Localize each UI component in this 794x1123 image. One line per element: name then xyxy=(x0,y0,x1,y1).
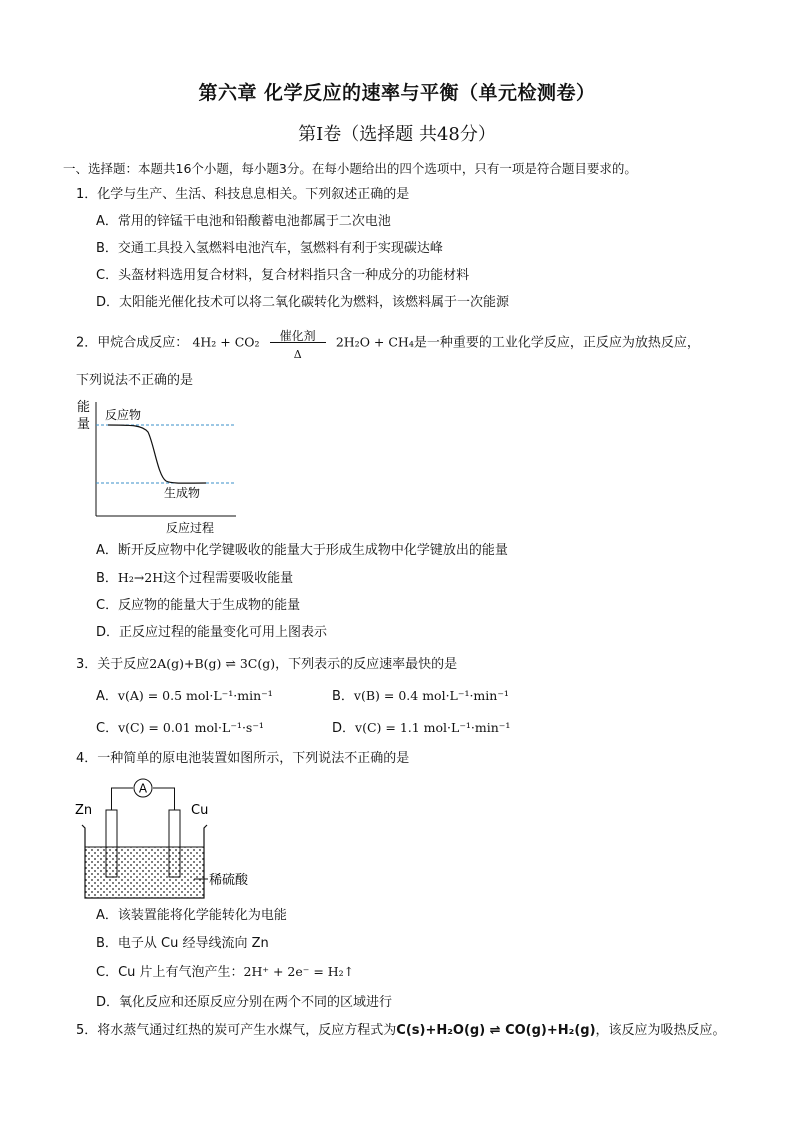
q1-option-d: D．太阳能光催化技术可以将二氧化碳转化为燃料，该燃料属于一次能源 xyxy=(96,295,510,310)
energy-curve xyxy=(108,425,206,483)
q2-option-b xyxy=(96,569,293,588)
zinc-electrode-immersed xyxy=(106,847,117,877)
q1-option-b: B．交通工具投入氢燃料电池汽车，氢燃料有利于实现碳达峰 xyxy=(96,241,443,256)
copper-electrode-immersed xyxy=(169,847,180,877)
zinc-label: Zn xyxy=(75,803,93,818)
q3-option-a-label: A． xyxy=(96,689,118,704)
copper-label: Cu xyxy=(191,803,209,818)
q2-option-b-formula: H₂→2H xyxy=(117,570,164,585)
ammeter-symbol: A xyxy=(138,781,148,796)
q3-stem xyxy=(76,655,457,674)
q5-equation: C(s)+H₂O(g) ⇌ CO(g)+H₂(g) xyxy=(396,1023,596,1038)
q2-catalyst: 催化剂 xyxy=(279,329,316,343)
solution-label: 稀硫酸 xyxy=(209,873,249,888)
solution-fill xyxy=(85,847,204,898)
energy-ylabel-1: 能 xyxy=(77,400,91,415)
section-subtitle: 第Ⅰ卷（选择题 共48分） xyxy=(298,124,496,145)
q3-option-d-value: v(C) = 1.1 mol·L⁻¹·min⁻¹ xyxy=(355,720,511,735)
q4-option-c xyxy=(96,963,354,982)
q5-stem-suffix: ，该反应为吸热反应。 xyxy=(595,1023,726,1038)
q3-option-b-label: B． xyxy=(332,689,354,704)
q2-stem xyxy=(76,327,700,359)
q2-option-c: C．反应物的能量大于生成物的能量 xyxy=(96,598,301,613)
q3-option-d-label: D． xyxy=(332,721,356,736)
q2-products: 2H₂O + CH₄ xyxy=(335,334,414,350)
q1-stem: 1．化学与生产、生活、科技息息相关。下列叙述正确的是 xyxy=(76,187,410,202)
q2-option-b-text: 这个过程需要吸收能量 xyxy=(163,571,294,586)
q4-option-b: B．电子从 Cu 经导线流向 Zn xyxy=(96,936,269,951)
energy-ylabel-2: 量 xyxy=(77,417,91,432)
q3-option-b-value: v(B) = 0.4 mol·L⁻¹·min⁻¹ xyxy=(353,688,509,703)
q2-heat: Δ xyxy=(293,348,302,361)
q1-option-a: A．常用的锌锰干电池和铅酸蓄电池都属于二次电池 xyxy=(96,214,391,229)
q2-option-d: D．正反应过程的能量变化可用上图表示 xyxy=(96,625,328,640)
q3-option-a-value: v(A) = 0.5 mol·L⁻¹·min⁻¹ xyxy=(117,688,273,703)
q3-reaction: 2A(g)+B(g) ⇌ 3C(g) xyxy=(149,656,276,671)
q2-reactants: 4H₂ + CO₂ xyxy=(192,334,260,350)
q2-lead: 甲烷合成反应： xyxy=(97,335,189,351)
q2-stem-2: 下列说法不正确的是 xyxy=(76,373,194,388)
energy-diagram xyxy=(74,396,244,536)
q3-option-c-label: C． xyxy=(96,721,119,736)
q1-option-c: C．头盔材料选用复合材料，复合材料指只含一种成分的功能材料 xyxy=(96,268,470,283)
q2-number: 2． xyxy=(76,335,98,351)
q3-stem-suffix: ，下列表示的反应速率最快的是 xyxy=(275,657,458,672)
q4-option-c-formula: 2H⁺ + 2e⁻ = H₂↑ xyxy=(243,964,355,979)
page-title: 第六章 化学反应的速率与平衡（单元检测卷） xyxy=(198,82,596,104)
q5-stem-prefix: 5．将水蒸气通过红热的炭可产生水煤气，反应方程式为 xyxy=(76,1023,397,1038)
q4-option-d: D．氧化反应和还原反应分别在两个不同的区域进行 xyxy=(96,995,393,1010)
galvanic-cell-diagram xyxy=(72,776,272,902)
q2-option-a: A．断开反应物中化学键吸收的能量大于形成生成物中化学键放出的能量 xyxy=(96,543,508,558)
reactant-label: 反应物 xyxy=(105,408,142,422)
q3-option-c-value: v(C) = 0.01 mol·L⁻¹·s⁻¹ xyxy=(118,720,264,735)
equilibrium-arrow xyxy=(270,342,326,343)
energy-xlabel: 反应过程 xyxy=(166,521,215,535)
section-instruction: 一、选择题：本题共16个小题，每小题3分。在每小题给出的四个选项中，只有一项是符合题目要求的。 xyxy=(63,161,637,176)
product-label: 生成物 xyxy=(164,486,201,500)
q4-stem: 4．一种简单的原电池装置如图所示，下列说法不正确的是 xyxy=(76,751,410,766)
q2-tail: 是一种重要的工业化学反应，正反应为放热反应， xyxy=(413,335,700,351)
q3-option-d xyxy=(332,719,510,738)
q2-catalyst-arrow xyxy=(266,327,330,359)
q4-option-a: A．该装置能将化学能转化为电能 xyxy=(96,908,287,923)
q5-stem xyxy=(76,1022,726,1040)
q3-option-b xyxy=(332,687,509,706)
q3-stem-prefix: 3．关于反应 xyxy=(76,657,150,672)
q3-option-c xyxy=(96,719,264,738)
q4-option-c-label: C．Cu 片上有气泡产生： xyxy=(96,965,244,980)
q2-option-b-label: B． xyxy=(96,571,118,586)
q3-option-a xyxy=(96,687,273,706)
